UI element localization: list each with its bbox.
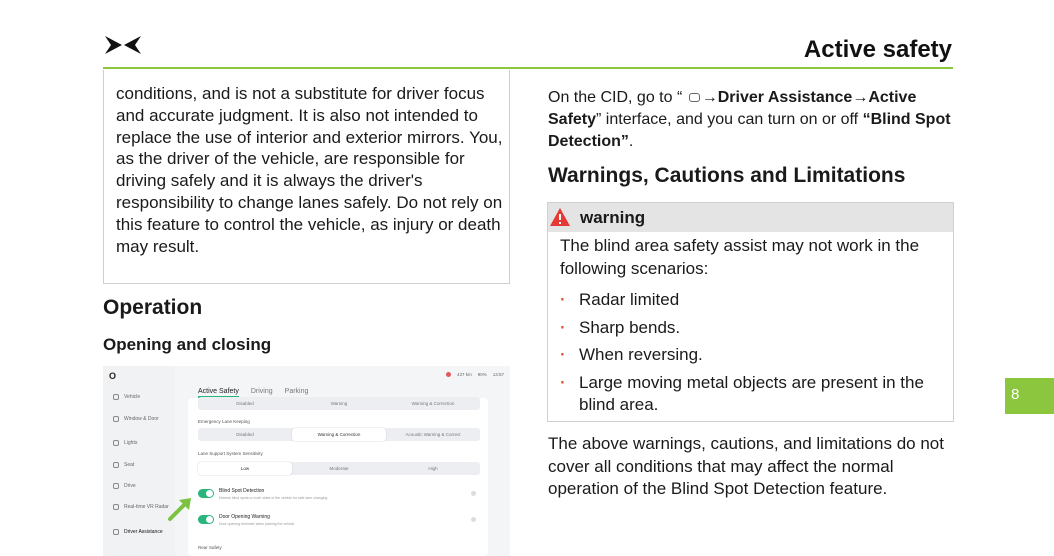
screenshot-status-bar: [446, 372, 504, 377]
warning-body: The blind area safety assist may not work in the following scenarios:: [560, 236, 920, 278]
warning-box-continued: [103, 70, 510, 284]
clock-readout: 13:57: [492, 372, 504, 377]
warning-list: [560, 289, 945, 422]
xpeng-logo-icon: [103, 33, 143, 57]
segment-option-selected: Low: [198, 462, 292, 475]
warning-box: [547, 202, 954, 422]
intro-end: .: [628, 133, 634, 150]
screenshot-sidebar: [103, 366, 175, 556]
list-item: · Radar limited: [560, 289, 945, 312]
sensitivity-label: Lane Support System Sensitivity: [198, 451, 263, 456]
segment-row-0: [198, 397, 480, 410]
menu-path: →Driver Assistance→Active Safety: [548, 89, 917, 128]
cid-instructions: [548, 87, 954, 153]
battery-readout: 90%: [477, 372, 487, 377]
info-icon: [471, 491, 476, 496]
record-icon: [446, 372, 451, 377]
warning-label: warning: [580, 208, 646, 227]
opening-closing-heading: Opening and closing: [103, 335, 272, 354]
sidebar-item-vehicle: [113, 394, 140, 400]
pointer-arrow-icon: [167, 494, 195, 522]
blind-spot-sub: Detects blind spots on both sides of the vehicle for safe lane changing: [219, 496, 328, 500]
tab-driving: Driving: [250, 388, 273, 395]
page-number-tab: 8: [1005, 378, 1054, 414]
steering-icon: [113, 483, 119, 489]
seat-icon: [113, 462, 119, 468]
segment-option: Warning & Correction: [411, 401, 455, 406]
limitations-note: The above warnings, cautions, and limitations do not cover all conditions that may affect the normal operation of the Blind Spot Detection feature.: [548, 434, 944, 498]
tab-active-safety: Active Safety: [198, 388, 239, 398]
assist-icon: [113, 529, 119, 535]
range-readout: 437 km: [456, 372, 472, 377]
sidebar-label: Seat: [124, 462, 135, 468]
car-icon: [113, 394, 119, 400]
warning-continued-text: conditions, and is not a substitute for driver focus and accurate judgment. It is also not intended to replace the use of interior and exterior mirrors. You, as the driver of the vehicle, are responsible for driving safely and it is always the driver's responsibility to change lanes safely. Do not rely on this feature to control the vehicle, as injury or death may result.: [116, 84, 503, 256]
sidebar-item-lights: [113, 440, 137, 446]
warning-header: [548, 203, 953, 232]
sidebar-label: Lights: [124, 440, 138, 446]
info-icon: [471, 517, 476, 522]
door-opening-sub: Door opening reminder when parking the vehicle: [219, 522, 295, 526]
segment-option: High: [428, 466, 438, 471]
list-item: · When reversing.: [560, 344, 945, 367]
segment-option: Warning: [330, 401, 348, 406]
list-item: · Sharp bends.: [560, 317, 945, 340]
list-item: · Large moving metal objects are present in the blind area.: [560, 372, 945, 417]
cid-screenshot: [103, 366, 510, 556]
segment-row-2: [198, 462, 480, 475]
sidebar-item-seat: [113, 462, 134, 468]
sidebar-label: Window & Door: [124, 416, 159, 422]
door-opening-label: Door Opening Warning: [219, 514, 270, 520]
sidebar-label: Vehicle: [124, 394, 141, 400]
sidebar-label: Driver Assistance: [124, 529, 163, 535]
tab-parking: Parking: [284, 388, 309, 395]
segment-option: Disabled: [236, 401, 254, 406]
sidebar-label: Drive: [124, 483, 136, 489]
warnings-heading: Warnings, Cautions and Limitations: [548, 164, 906, 187]
light-icon: [113, 440, 119, 446]
sidebar-item-drive: [113, 483, 136, 489]
blind-spot-label: Blind Spot Detection: [219, 488, 265, 494]
screenshot-logo: O: [109, 371, 117, 381]
blind-spot-toggle: [198, 489, 214, 498]
intro-prefix: On the CID, go to “: [548, 89, 687, 106]
rear-safety-label: Rear Safety: [198, 545, 222, 550]
segment-row-1: [198, 428, 480, 441]
sidebar-item-radar: [113, 504, 169, 510]
feature-name: “Blind Spot Detection”: [548, 111, 951, 150]
car-icon: [689, 93, 700, 102]
segment-option-selected: Warning & Correction: [292, 428, 386, 441]
operation-heading: Operation: [103, 296, 203, 319]
sidebar-item-window: [113, 416, 159, 422]
door-opening-toggle: [198, 515, 214, 524]
segment-option: Moderate: [329, 466, 349, 471]
radar-icon: [113, 504, 119, 510]
section-title: Active safety: [803, 36, 952, 63]
sidebar-label: Real-time VR Radar: [124, 504, 169, 510]
sidebar-item-driver-assistance: [113, 529, 163, 535]
emergency-lane-label: Emergency Lane Keeping: [198, 419, 250, 424]
intro-mid: ” interface, and you can turn on or off: [596, 111, 863, 128]
header-divider: [103, 67, 953, 69]
segment-option: Disabled: [236, 432, 254, 437]
window-icon: [113, 416, 119, 422]
segment-option: Acoustic Warning & Correct: [405, 432, 461, 437]
warning-triangle-icon: [549, 207, 571, 227]
